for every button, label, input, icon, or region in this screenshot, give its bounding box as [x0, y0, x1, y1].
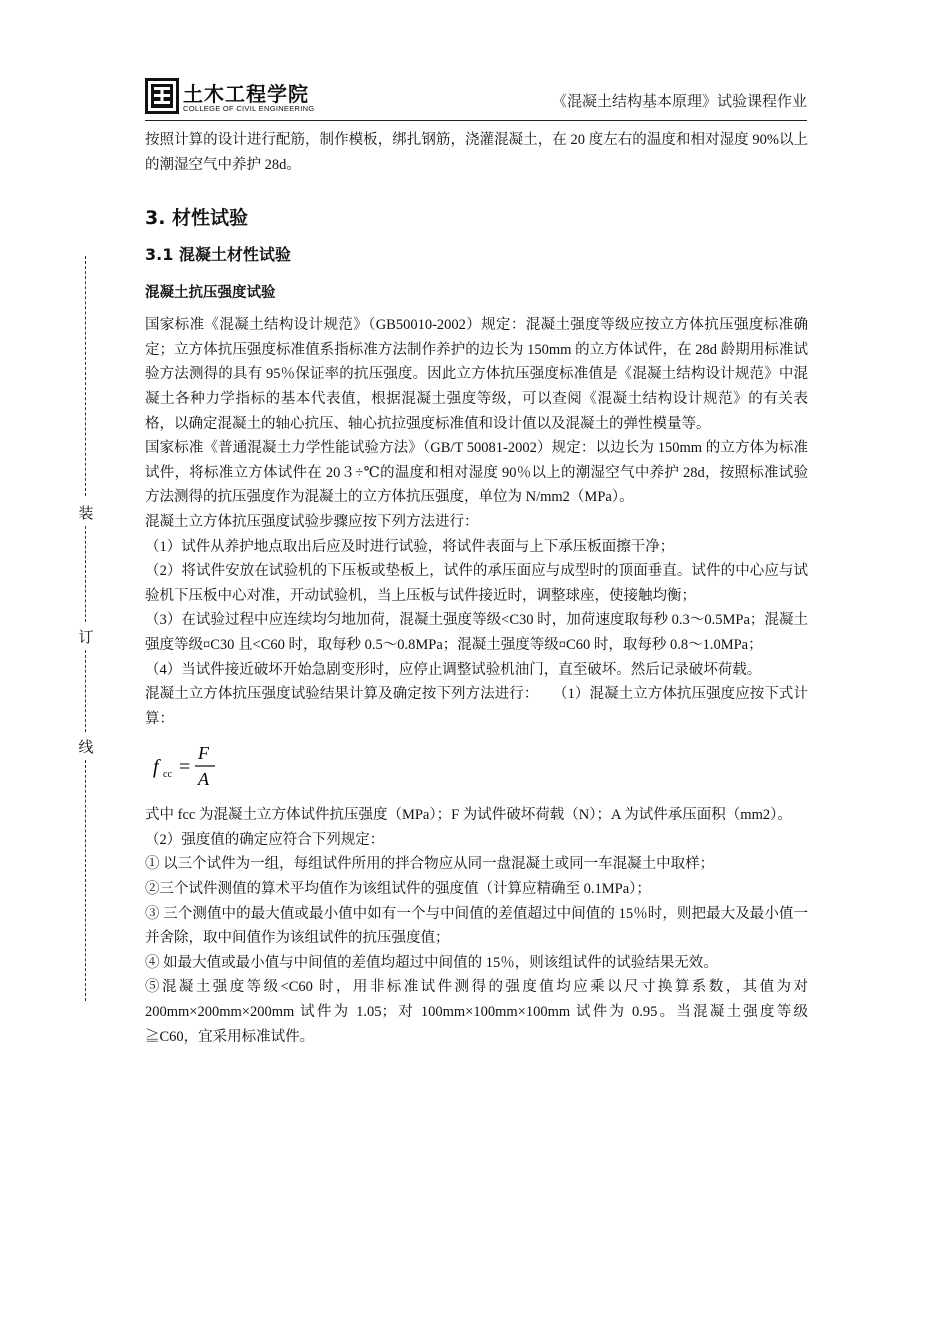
formula-lhs-subscript: cc: [163, 769, 172, 781]
binding-dashed-line: [85, 650, 86, 732]
list-item: （2）强度值的确定应符合下列规定：: [145, 831, 385, 848]
page-header: [145, 74, 807, 121]
list-item: ②三个试件测值的算术平均值作为该组试件的强度值（计算应精确至 0.1MPa）；: [145, 881, 651, 898]
binding-dashed-line: [85, 760, 86, 1001]
section-heading: 3. 材性试验: [145, 207, 249, 230]
list-item: （1）试件从养护地点取出后应及时进行试验，将试件表面与上下承压板面擦干净；: [145, 538, 675, 555]
strength-formula: [145, 731, 808, 803]
binding-dashed-line: [85, 256, 86, 496]
logo-english-text: COLLEGE OF CIVIL ENGINEERING: [183, 104, 315, 113]
intro-paragraph: 按照计算的设计进行配筋，制作模板，绑扎钢筋，浇灌混凝土，在 20 度左右的温度和相对湿度 90%以上的潮湿空气中养护 28d。: [145, 132, 808, 173]
list-item: ③ 三个测值中的最大值或最小值中如有一个与中间值的差值超过中间值的 15％时，则把最大及最小值一并舍除，取中间值作为该组试件的抗压强度值；: [145, 905, 808, 947]
paragraph: 国家标准《混凝土结构设计规范》（GB50010-2002）规定：混凝土强度等级应按立方体抗压强度标准确定；立方体抗压强度标准值系指标准方法制作养护的边长为 150mm 的立方体试件，在 28d 龄期用标准试验方法测得的具有 95％保证率的抗压强度。因此立方体抗压强度标准值是《混凝土结构设计规范》中混凝土各种力学指标的基本代表值，根据混凝土强度等级，可以查阅《混凝土结构设计规范》的有关表格，以确定混凝土的轴心抗压、轴心抗拉强度标准值和设计值以及混凝土的弹性模量等。: [145, 317, 808, 432]
list-item: ⑤混凝土强度等级<C60 时，用非标准试件测得的强度值均应乘以尺寸换算系数，其值为对 200mm×200mm×200mm 试件为 1.05；对 100mm×100mm×100mm 试件为 0.95。当混凝土强度等级≧C60，宜采用标准试件。: [145, 979, 808, 1045]
subheading: 混凝土抗压强度试验: [145, 285, 276, 302]
formula-numerator: F: [198, 743, 209, 764]
list-item: ① 以三个试件为一组，每组试件所用的拌合物应从同一盘混凝土或同一车混凝土中取样；: [145, 856, 715, 873]
paragraph: 混凝土立方体抗压强度试验步骤应按下列方法进行：: [145, 513, 479, 530]
list-item: （3）在试验过程中应连续均匀地加荷，混凝土强度等级<C30 时，加荷速度取每秒 0.3～0.5MPa；混凝土强度等级¤C30 且<C60 时，取每秒 0.5～0.8MPa；混凝土强度等级¤C60 时，取每秒 0.8～1.0MPa；: [145, 612, 808, 653]
logo-chinese-text: 土木工程学院: [183, 82, 309, 106]
college-logo: [145, 78, 355, 118]
list-item: （4）当试件接近破坏开始急剧变形时，应停止调整试验机油门，直至破坏。然后记录破坏荷载。: [145, 661, 762, 678]
document-body: [145, 128, 808, 1049]
subsection-heading: 3.1 混凝土材性试验: [145, 245, 291, 265]
binding-char-ding: 订: [78, 628, 94, 646]
course-title: 《混凝土结构基本原理》试验课程作业: [551, 94, 807, 110]
paragraph: 混凝土立方体抗压强度试验结果计算及确定按下列方法进行： （1）混凝土立方体抗压强度应按下式计算：: [145, 686, 808, 727]
college-emblem-icon: [145, 78, 179, 114]
paragraph: 国家标准《普通混凝土力学性能试验方法》（GB/T 50081-2002）规定：以边长为 150mm 的立方体为标准试件，将标准立方体试件在 20３÷℃的温度和相对湿度 90％以上的潮湿空气中养护 28d，按照标准试验方法测得的抗压强度作为混凝土的立方体抗压强度，单位为 N/mm2（MPa）。: [145, 440, 808, 506]
formula-denominator: A: [198, 769, 209, 790]
list-item: （2）将试件安放在试验机的下压板或垫板上，试件的承压面应与成型时的顶面垂直。试件的中心应与试验机下压板中心对准，开动试验机，当上压板与试件接近时，调整球座，使接触均衡；: [145, 563, 808, 604]
formula-equals: =: [179, 756, 191, 779]
binding-margin: [78, 256, 94, 1001]
binding-char-xian: 线: [78, 738, 94, 756]
formula-lhs: f: [153, 756, 159, 779]
binding-char-zhuang: 装: [78, 504, 94, 522]
paragraph: 式中 fcc 为混凝土立方体试件抗压强度（MPa）；F 为试件破坏荷载（N）；A 为试件承压面积（mm2）。: [145, 807, 792, 824]
binding-dashed-line: [85, 526, 86, 622]
list-item: ④ 如最大值或最小值与中间值的差值均超过中间值的 15％，则该组试件的试验结果无效。: [145, 954, 718, 971]
